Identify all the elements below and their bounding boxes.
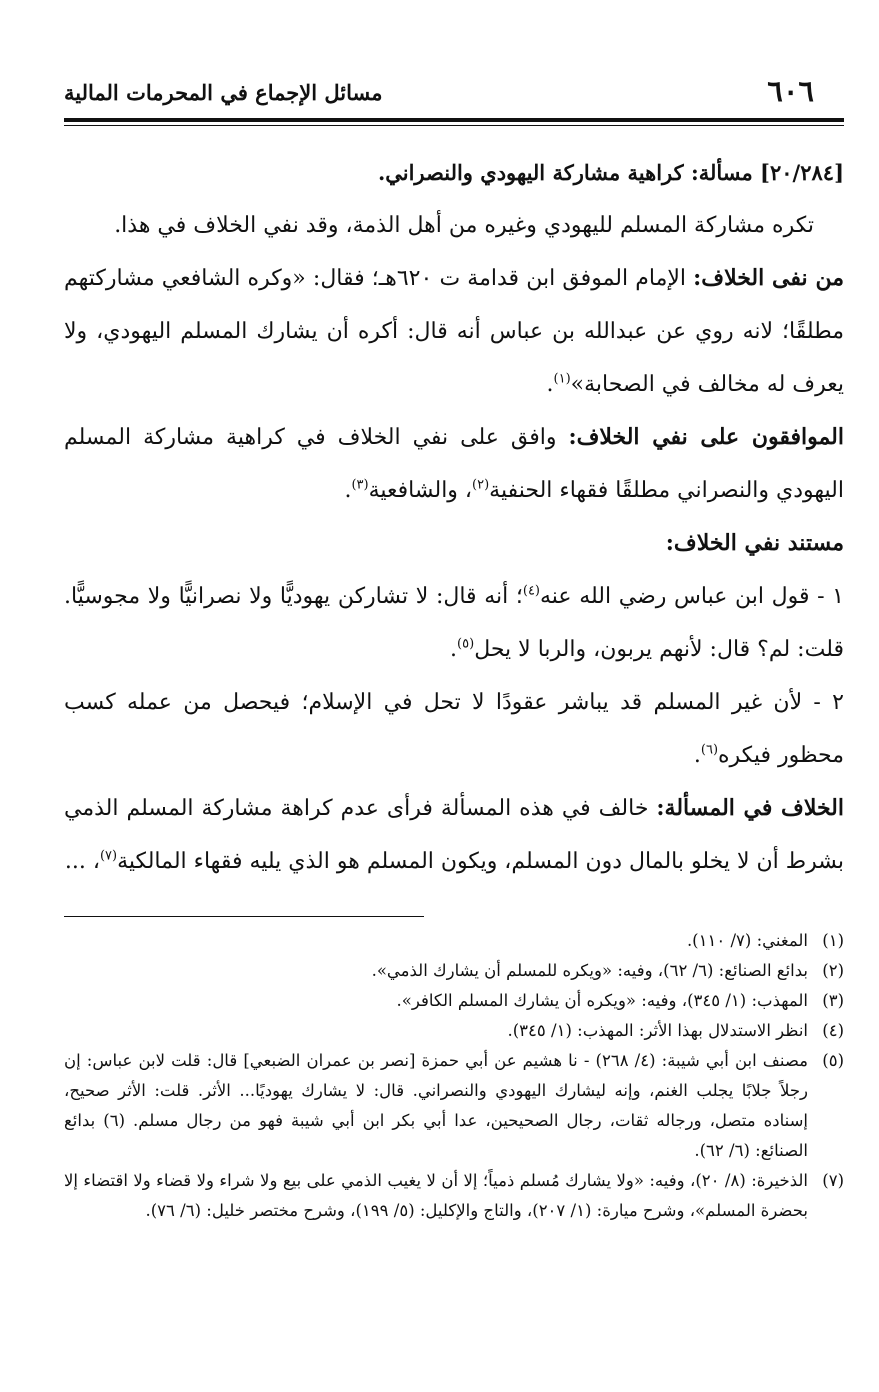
point-1-text-a: ١ - قول ابن عباس رضي الله عنه — [540, 584, 844, 609]
footnote-text: الذخيرة: (٨/ ٢٠)، وفيه: «ولا يشارك مُسلم ذمياً؛ إلا أن لا يغيب الذمي على بيع ولا شراء ولا قضاء ولا اقتضاء إلا بحضرة المسلم»، وشرح ميارة: (١/ ٢٠٧)، والتاج والإكليل: (٥/ ١٩٩)، وشرح مختصر خليل: (٦/ ٧٦). — [64, 1171, 808, 1220]
muwafiqun-text-1: وافق على نفي الخلاف في كراهية مشاركة المسلم اليهودي والنصراني مطلقًا فقهاء الحنفية — [64, 425, 844, 503]
point-2-paragraph — [64, 676, 844, 782]
footnote — [64, 1016, 844, 1046]
khilaf-end: ، ... — [64, 849, 100, 874]
footnote-number: (٢) — [822, 961, 844, 980]
footnote-number: (٣) — [822, 991, 844, 1010]
khilaf-lead: الخلاف في المسألة: — [656, 795, 844, 821]
footnote-number: (٤) — [822, 1021, 844, 1040]
footnote — [64, 926, 844, 956]
footnote — [64, 1166, 844, 1226]
footnote-separator — [64, 916, 424, 917]
intro-text: تكره مشاركة المسلم لليهودي وغيره من أهل الذمة، وقد نفي الخلاف في هذا. — [114, 213, 814, 238]
footnote-ref-7: (٧) — [99, 848, 118, 864]
point-2-text: ٢ - لأن غير المسلم قد يباشر عقودًا لا تحل في الإسلام؛ فيحصل من عمله كسب محظور فيكره — [64, 690, 844, 768]
footnote-ref-1: (١) — [553, 371, 571, 387]
point-1-text-b: ؛ أنه قال: لا تشاركن يهوديًّا ولا نصرانيًّا ولا مجوسيًّا. قلت: لم؟ قال: لأنهم يربون، والربا لا يحل — [64, 584, 844, 662]
footnote-number: (٥) — [822, 1051, 844, 1070]
footnote — [64, 956, 844, 986]
page-number: ٦٠٦ — [767, 74, 814, 108]
footnotes — [64, 926, 844, 1226]
footnote-text: بدائع الصنائع: (٦/ ٦٢)، وفيه: «ويكره للمسلم أن يشارك الذمي». — [371, 961, 808, 980]
footnote-ref-6: (٦) — [700, 742, 719, 758]
header-rule-thin — [64, 125, 844, 126]
nafy-lead: من نفى الخلاف: — [693, 265, 844, 291]
masalah-title: [٢٠/٢٨٤] مسألة: كراهية مشاركة اليهودي والنصراني. — [377, 160, 844, 185]
footnote-number: (٧) — [822, 1171, 844, 1190]
intro-paragraph — [64, 199, 844, 252]
page-header — [64, 58, 844, 116]
nafy-text: الإمام الموفق ابن قدامة ت ٦٢٠هـ؛ فقال: «وكره الشافعي مشاركتهم مطلقًا؛ لانه روي عن عبدالله بن عباس أنه قال: أكره أن يشارك المسلم اليهودي، ولا يعرف له مخالف في الصحابة» — [64, 266, 844, 397]
point-1-paragraph — [64, 570, 844, 676]
muwafiqun-text-2: ، والشافعية — [368, 478, 473, 503]
footnote — [64, 1046, 844, 1166]
point-2-end: . — [693, 743, 701, 768]
muwafiqun-lead: الموافقون على نفي الخلاف: — [568, 424, 845, 450]
footnote-text: انظر الاستدلال بهذا الأثر: المهذب: (١/ ٣٤٥). — [507, 1021, 808, 1040]
footnote-ref-4: (٤) — [522, 583, 540, 599]
footnote-text: مصنف ابن أبي شيبة: (٤/ ٢٦٨) - نا هشيم عن أبي حمزة [نصر بن عمران الضبعي] قال: قلت لابن عباس: إن رجلاً جلابًا يجلب الغنم، وإنه ليشارك اليهودي والنصراني. قال: لا يشارك يهوديًا... الأثر. قلت: الأثر صحيح، إسناده متصل، ورجاله ثقات، رجال الصحيحين، عدا أبي بكر ابن أبي شيبة فهو من رجال مسلم. (٦) بدائع الصنائع: (٦/ ٦٢). — [64, 1051, 808, 1160]
footnote — [64, 986, 844, 1016]
footnote-number: (١) — [822, 931, 844, 950]
footnote-ref-5: (٥) — [457, 636, 475, 652]
point-1-end: . — [450, 637, 458, 662]
mustanad-lead: مستند نفي الخلاف: — [665, 530, 844, 556]
footnote-ref-2: (٢) — [472, 477, 490, 493]
muwafiqun-end: . — [344, 478, 352, 503]
khilaf-text: خالف في هذه المسألة فرأى عدم كراهة مشاركة المسلم الذمي بشرط أن لا يخلو بالمال دون المسلم، ويكون المسلم هو الذي يليه فقهاء المالكية — [64, 796, 844, 874]
main-text — [64, 146, 844, 888]
muwafiqun-paragraph — [64, 411, 844, 517]
khilaf-paragraph — [64, 782, 844, 888]
footnote-text: المغني: (٧/ ١١٠). — [686, 931, 808, 950]
mustanad-paragraph — [64, 517, 844, 570]
nafy-paragraph: من نفى الخلاف: الإمام الموفق ابن قدامة ت ٦٢٠هـ؛ فقال: «وكره الشافعي مشاركتهم مطلقًا؛ لانه روي عن عبدالله بن عباس أنه قال: أكره أن يشارك المسلم اليهودي، ولا يعرف له مخالف في الصحابة»$^{(١)}$. — [64, 265, 844, 397]
footnote-ref-3: (٣) — [351, 477, 369, 493]
running-title: مسائل الإجماع في المحرمات المالية — [64, 80, 383, 105]
header-rule-thick — [64, 118, 844, 122]
footnote-text: المهذب: (١/ ٣٤٥)، وفيه: «ويكره أن يشارك المسلم الكافر». — [396, 991, 808, 1010]
book-page — [64, 58, 844, 1358]
